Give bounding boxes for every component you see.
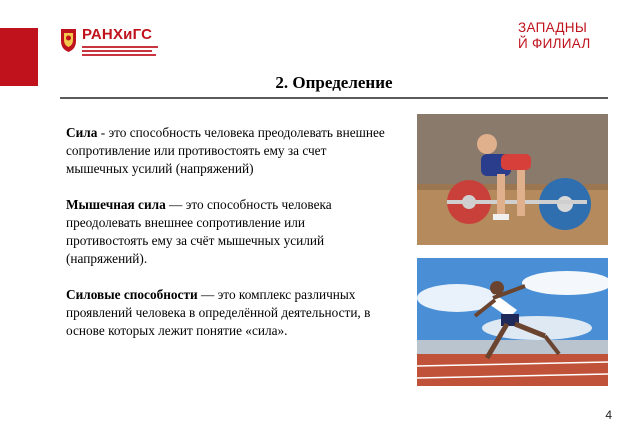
page-number: 4 xyxy=(605,408,612,422)
branch-name-line1: ЗАПАДНЫ xyxy=(518,20,588,35)
sprinter-start-photo xyxy=(417,258,608,386)
definition-term: Силовые способности xyxy=(66,287,198,302)
logo-text: РАНХиГС xyxy=(82,26,153,43)
definition-term: Мышечная сила xyxy=(66,197,166,212)
emblem-icon xyxy=(60,27,77,53)
university-logo xyxy=(60,27,158,56)
child-weightlifting-photo xyxy=(417,114,608,245)
definition-body: - это способность человека преодолевать внешнее сопротивление или противостоять ему за счет мышечных усилий (напряжений) xyxy=(66,125,385,176)
definition-term: Сила xyxy=(66,125,98,140)
accent-bar xyxy=(0,28,38,86)
branch-name-line2: Й ФИЛИАЛ xyxy=(518,36,591,51)
title-divider xyxy=(60,97,608,99)
definition-body: — это способность человека преодолевать внешнее сопротивление или противостоять ему за счёт мышечных усилий (напряжений). xyxy=(66,197,332,266)
definition-strength-abilities xyxy=(66,286,386,340)
slide-title: 2. Определение xyxy=(275,73,393,92)
definitions-text xyxy=(66,124,386,358)
definition-strength xyxy=(66,124,386,178)
definition-body: — это комплекс различных проявлений человека в определённой деятельности, в основе которых лежит понятие «сила». xyxy=(66,287,371,338)
logo-subtitle-lines xyxy=(82,44,158,56)
definition-muscle-strength xyxy=(66,196,386,268)
branch-name xyxy=(518,20,608,52)
